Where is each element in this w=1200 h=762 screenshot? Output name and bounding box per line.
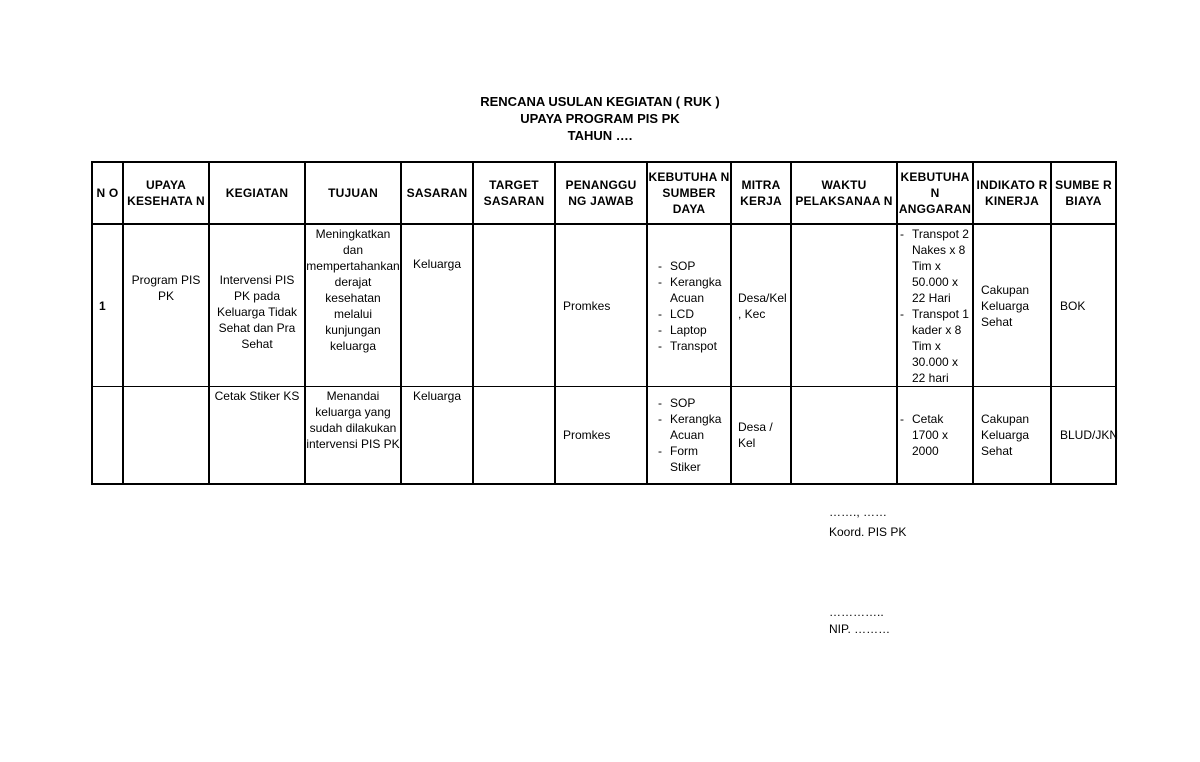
list-item: - Cetak 1700 x 2000 [900,411,972,459]
cell-mitra: Desa / Kel [731,387,791,484]
table-row [92,224,1116,387]
cell-no [92,387,123,484]
cell-indikator: Cakupan Keluarga Sehat [973,224,1051,387]
col-header-target: TARGET SASARAN [473,162,555,224]
list-item: - Transpot 2 Nakes x 8 Tim x 50.000 x 22 Hari [900,226,972,306]
sumber-daya-list [648,258,730,354]
col-header-anggaran: KEBUTUHA N ANGGARAN [897,162,973,224]
col-header-waktu: WAKTU PELAKSANAA N [791,162,897,224]
col-header-tujuan: TUJUAN [305,162,401,224]
cell-pj: Promkes [555,387,647,484]
list-item: - LCD [658,306,730,322]
doc-title: RENCANA USULAN KEGIATAN ( RUK ) [480,94,720,109]
cell-anggaran [897,224,973,387]
col-header-mitra: MITRA KERJA [731,162,791,224]
list-item: - SOP [658,395,730,411]
cell-sumber-biaya: BOK [1051,224,1116,387]
cell-mitra: Desa/Kel , Kec [731,224,791,387]
list-item: - Transpot [658,338,730,354]
col-header-pj: PENANGGU NG JAWAB [555,162,647,224]
col-header-kegiatan: KEGIATAN [209,162,305,224]
anggaran-list [898,411,972,459]
cell-upaya: Program PIS PK [123,224,209,387]
cell-target [473,387,555,484]
doc-subtitle: UPAYA PROGRAM PIS PK [520,111,680,126]
signature-place-date: ……., …… [829,505,888,519]
cell-no: 1 [92,224,123,387]
table-row [92,387,1116,484]
list-item: - Kerangka Acuan [658,411,730,443]
list-item: - Form Stiker [658,443,730,475]
col-header-sumber-daya: KEBUTUHA N SUMBER DAYA [647,162,731,224]
doc-year: TAHUN …. [567,128,633,143]
col-header-sumber-biaya: SUMBE R BIAYA [1051,162,1116,224]
table-header-row [92,162,1116,224]
ruk-table [91,161,1117,485]
cell-upaya [123,387,209,484]
cell-kegiatan: Intervensi PIS PK pada Keluarga Tidak Sehat dan Pra Sehat [209,224,305,387]
signature-nip: NIP. ……… [829,622,891,636]
cell-sumber-daya [647,224,731,387]
cell-waktu [791,387,897,484]
cell-waktu [791,224,897,387]
cell-indikator: Cakupan Keluarga Sehat [973,387,1051,484]
anggaran-list [898,226,972,386]
cell-tujuan: Meningkatkan dan mempertahankan derajat kesehatan melalui kunjungan keluarga [305,224,401,387]
cell-sasaran: Keluarga [401,387,473,484]
cell-sumber-daya [647,387,731,484]
col-header-no: N O [92,162,123,224]
cell-target [473,224,555,387]
cell-kegiatan: Cetak Stiker KS [209,387,305,484]
list-item: - Transpot 1 kader x 8 Tim x 30.000 x 22 hari [900,306,972,386]
cell-pj: Promkes [555,224,647,387]
list-item: - SOP [658,258,730,274]
signature-role: Koord. PIS PK [829,525,907,539]
col-header-upaya: UPAYA KESEHATA N [123,162,209,224]
cell-anggaran [897,387,973,484]
sumber-daya-list [648,395,730,475]
col-header-sasaran: SASARAN [401,162,473,224]
list-item: - Kerangka Acuan [658,274,730,306]
cell-sasaran: Keluarga [401,224,473,387]
list-item: - Laptop [658,322,730,338]
signature-name: ………….. [829,605,884,619]
cell-tujuan: Menandai keluarga yang sudah dilakukan intervensi PIS PK [305,387,401,484]
col-header-indikator: INDIKATO R KINERJA [973,162,1051,224]
cell-sumber-biaya: BLUD/JKN [1051,387,1116,484]
